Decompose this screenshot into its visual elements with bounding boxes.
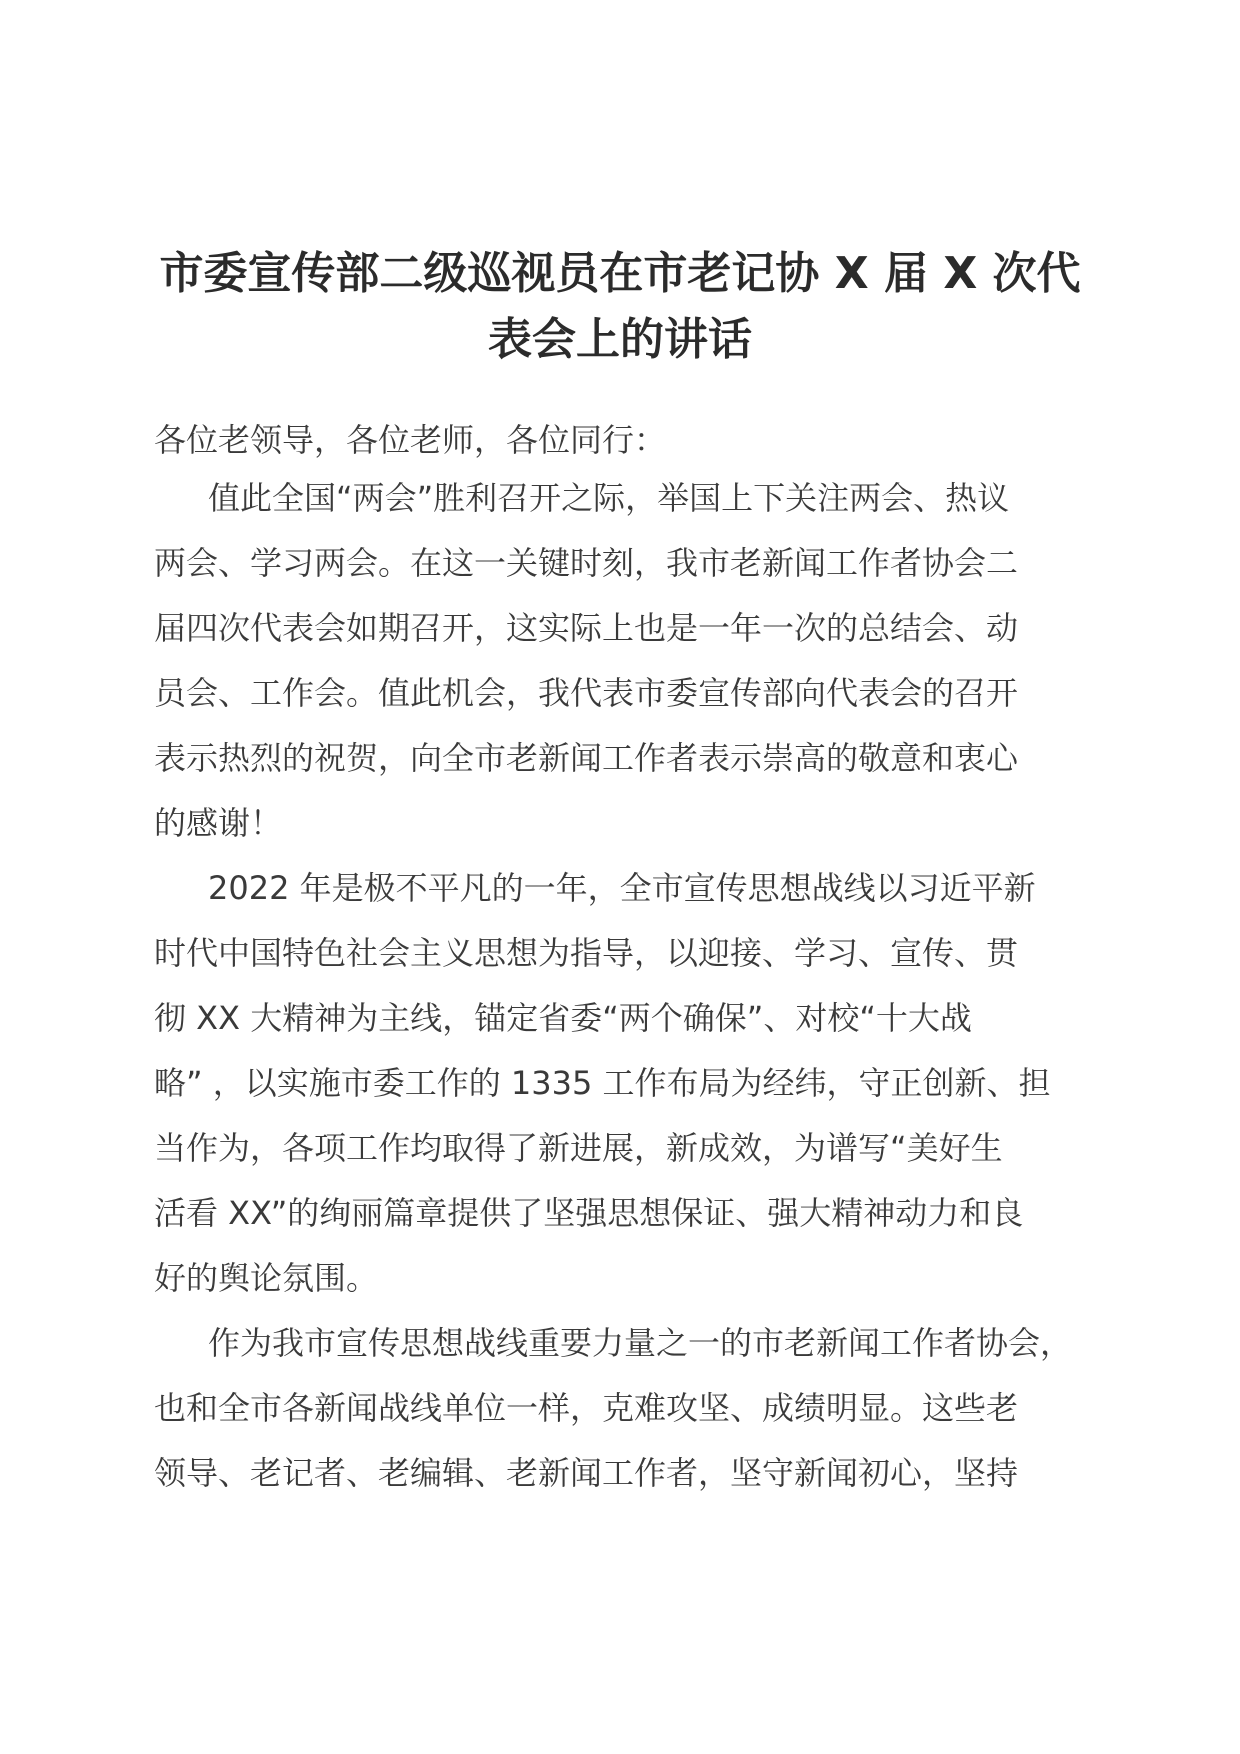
paragraph-3-line-3: 领导、老记者、老编辑、老新闻工作者，坚守新闻初心，坚持 [154, 1454, 1019, 1492]
paragraph-1-line-2: 两会、学习两会。在这一关键时刻，我市老新闻工作者协会二 [154, 544, 1019, 582]
paragraph-2-line-3: 彻 XX 大精神为主线，锚定省委“两个确保”、对校“十大战 [154, 999, 972, 1037]
paragraph-3-line-2: 也和全市各新闻战线单位一样，克难攻坚、成绩明显。这些老 [154, 1389, 1019, 1427]
paragraph-2-line-7: 好的舆论氛围。 [154, 1259, 379, 1297]
document-title-line-2: 表会上的讲话 [488, 314, 752, 365]
document-title-line-1: 市委宣传部二级巡视员在市老记协 X 届 X 次代 [159, 248, 1081, 299]
paragraph-1-line-5: 表示热烈的祝贺，向全市老新闻工作者表示崇高的敬意和衷心 [154, 739, 1019, 777]
paragraph-3-line-1: 作为我市宣传思想战线重要力量之一的市老新闻工作者协会， [208, 1324, 1073, 1362]
paragraph-1-line-1: 值此全国“两会”胜利召开之际，举国上下关注两会、热议 [208, 479, 1010, 517]
paragraph-2-line-6: 活看 XX”的绚丽篇章提供了坚强思想保证、强大精神动力和良 [154, 1194, 1024, 1232]
paragraph-1-line-3: 届四次代表会如期召开，这实际上也是一年一次的总结会、动 [154, 609, 1019, 647]
paragraph-1-line-6: 的感谢！ [154, 804, 283, 842]
paragraph-2-line-2: 时代中国特色社会主义思想为指导，以迎接、学习、宣传、贯 [154, 934, 1019, 972]
paragraph-2-line-5: 当作为，各项工作均取得了新进展，新成效，为谱写“美好生 [154, 1129, 1003, 1167]
paragraph-2-line-4: 略” ，以实施市委工作的 1335 工作布局为经纬，守正创新、担 [154, 1064, 1051, 1102]
paragraph-2-line-1: 2022 年是极不平凡的一年，全市宣传思想战线以习近平新 [208, 869, 1036, 907]
salutation: 各位老领导，各位老师，各位同行： [154, 421, 667, 459]
paragraph-1-line-4: 员会、工作会。值此机会，我代表市委宣传部向代表会的召开 [154, 674, 1019, 712]
